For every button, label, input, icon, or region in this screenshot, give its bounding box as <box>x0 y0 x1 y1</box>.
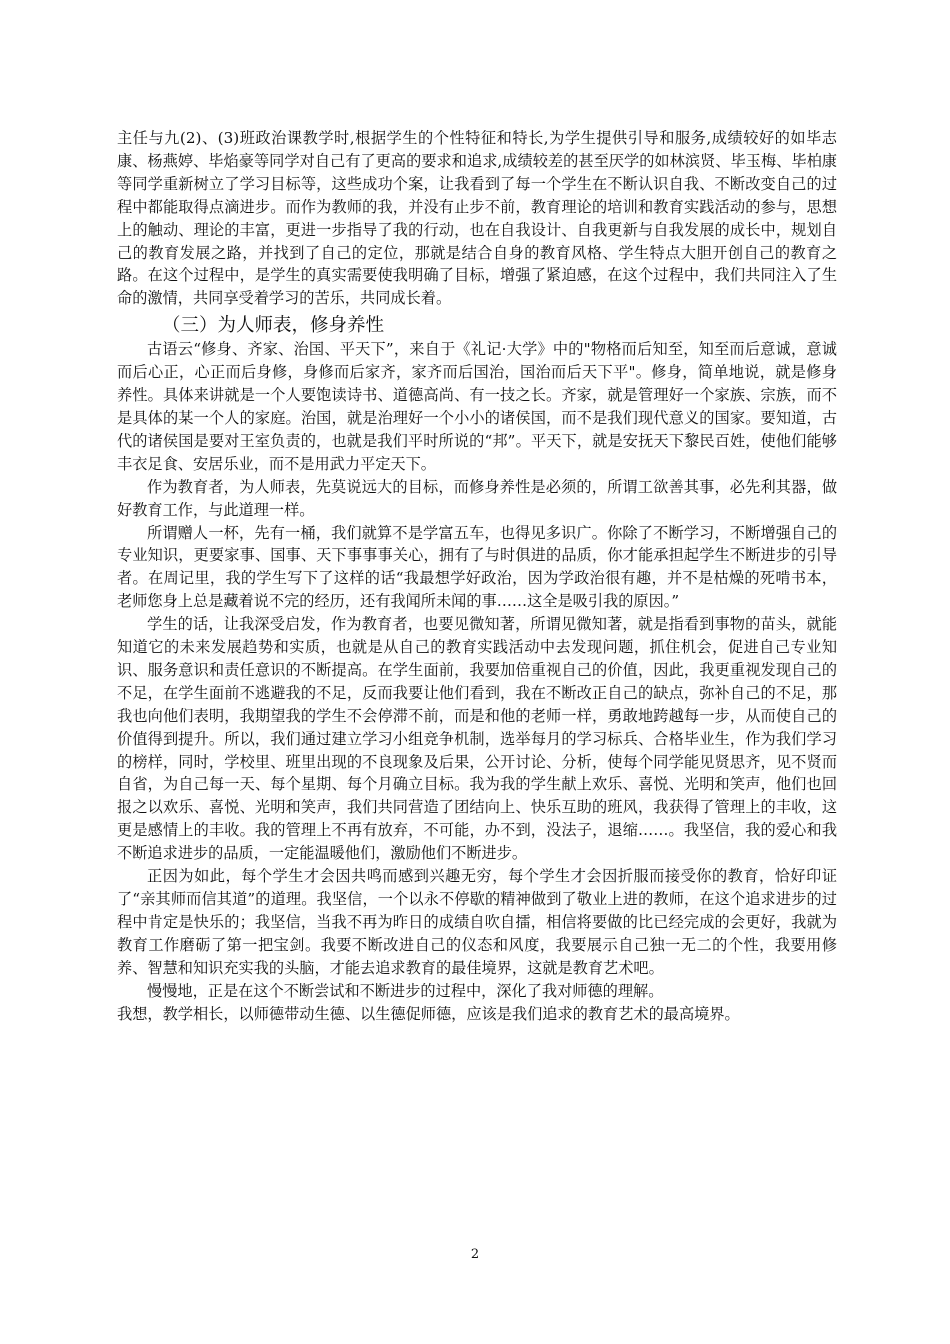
paragraph-conviction: 正因为如此，每个学生才会因共鸣而感到兴趣无穷，每个学生才会因折服而接受你的教育，恰好印证了“亲其师而信其道”的道理。我坚信，一个以永不停歇的精神做到了敬业上进的教师，在这个追求进步的过程中肯定是快乐的；我坚信，当我不再为昨日的成绩自吹自擂，相信将要做的比已经完成的会更好，我就为教育工作磨砺了第一把宝剑。我要不断改进自己的仪态和风度，我要展示自己独一无二的个性，我要用修养、智慧和知识充实我的头脑，才能去追求教育的最佳境界，这就是教育艺术吧。 <box>117 867 837 977</box>
paragraph-understanding: 慢慢地，正是在这个不断尝试和不断进步的过程中，深化了我对师德的理解。 <box>147 981 664 1000</box>
section-heading: （三）为人师表，修身养性 <box>162 315 385 337</box>
paragraph-inspiration: 学生的话，让我深受启发，作为教育者，也要见微知著，所谓见微知著，就是指看到事物的苗头，就能知道它的未来发展趋势和实质，也就是从自己的教育实践活动中去发现问题，抓住机会，促进自己专业知识、服务意识和责任意识的不断提高。在学生面前，我要加倍重视自己的价值，因此，我更重视发现自己的不足，在学生面前不逃避我的不足，反而我要让他们看到，我在不断改正自己的缺点，弥补自己的不足，那我也向他们表明，我期望我的学生不会停滞不前，而是和他的老师一样，勇敢地跨越每一步，从而使自己的价值得到提升。所以，我们通过建立学习小组竞争机制，选举每月的学习标兵、合格毕业生，作为我们学习的榜样，同时，学校里、班里出现的不良现象及后果，公开讨论、分析，使每个同学能见贤思齐，见不贤而自省，为自己每一天、每个星期、每个月确立目标。我为我的学生献上欢乐、喜悦、光明和笑声，他们也回报之以欢乐、喜悦、光明和笑声，我们共同营造了团结向上、快乐互助的班风，我获得了管理上的丰收，这更是感情上的丰收。我的管理上不再有放弃，不可能，办不到，没法子，退缩……。我坚信，我的爱心和我不断追求进步的品质，一定能温暖他们，激励他们不断进步。 <box>117 615 837 863</box>
paragraph-learning: 所谓赠人一杯，先有一桶，我们就算不是学富五车，也得见多识广。你除了不断学习，不断增强自己的专业知识，更要家事、国事、天下事事事关心，拥有了与时俱进的品质，你才能承担起学生不断进步的引导者。在周记里，我的学生写下了这样的话“我最想学好政治，因为学政治很有趣，并不是枯燥的死啃书本，老师您身上总是藏着说不完的经历，还有我闻所未闻的事……这全是吸引我的原因。” <box>117 523 837 611</box>
paragraph-classical-quote: 古语云“修身、齐家、治国、平天下”，来自于《礼记·大学》中的"物格而后知至，知至而后意诚，意诚而后心正，心正而后身修，身修而后家齐，家齐而后国治，国治而后天下平"。修身，简单地说，就是修身养性。具体来讲就是一个人要饱读诗书、道德高尚、有一技之长。齐家，就是管理好一个家族、宗族，而不是具体的某一个人的家庭。治国，就是治理好一个小小的诸侯国，而不是我们现代意义的国家。要知道，古代的诸侯国是要对王室负责的，也就是我们平时所说的“邦”。平天下，就是安抚天下黎民百姓，使他们能够丰衣足食、安居乐业，而不是用武力平定天下。 <box>117 340 837 473</box>
page-number: 2 <box>470 1247 480 1262</box>
paragraph-conclusion: 我想，教学相长，以师德带动生德、以生德促师德，应该是我们追求的教育艺术的最高境界。 <box>117 1004 740 1023</box>
paragraph-educator-role: 作为教育者，为人师表，先莫说远大的目标，而修身养性是必须的，所谓工欲善其事，必先利其器，做好教育工作，与此道理一样。 <box>117 477 837 519</box>
paragraph-continued: 主任与九(2)、(3)班政治课教学时,根据学生的个性特征和特长,为学生提供引导和服务,成绩较好的如毕志康、杨燕婷、毕焰豪等同学对自己有了更高的要求和追求,成绩较差的甚至厌学的如林滨贤、毕玉梅、毕柏康等同学重新树立了学习目标等，这些成功个案，让我看到了每一个学生在不断认识自我、不断改变自己的过程中都能取得点滴进步。而作为教师的我，并没有止步不前，教育理论的培训和教育实践活动的参与，思想上的触动、理论的丰富，更进一步指导了我的行动，也在自我设计、自我更新与自我发展的成长中，规划自己的教育发展之路，并找到了自己的定位，那就是结合自身的教育风格、学生特点大胆开创自己的教育之路。在这个过程中，是学生的真实需要使我明确了目标，增强了紧迫感，在这个过程中，我们共同注入了生命的激情，共同享受着学习的苦乐，共同成长着。 <box>117 129 837 308</box>
document-body <box>117 127 837 1025</box>
